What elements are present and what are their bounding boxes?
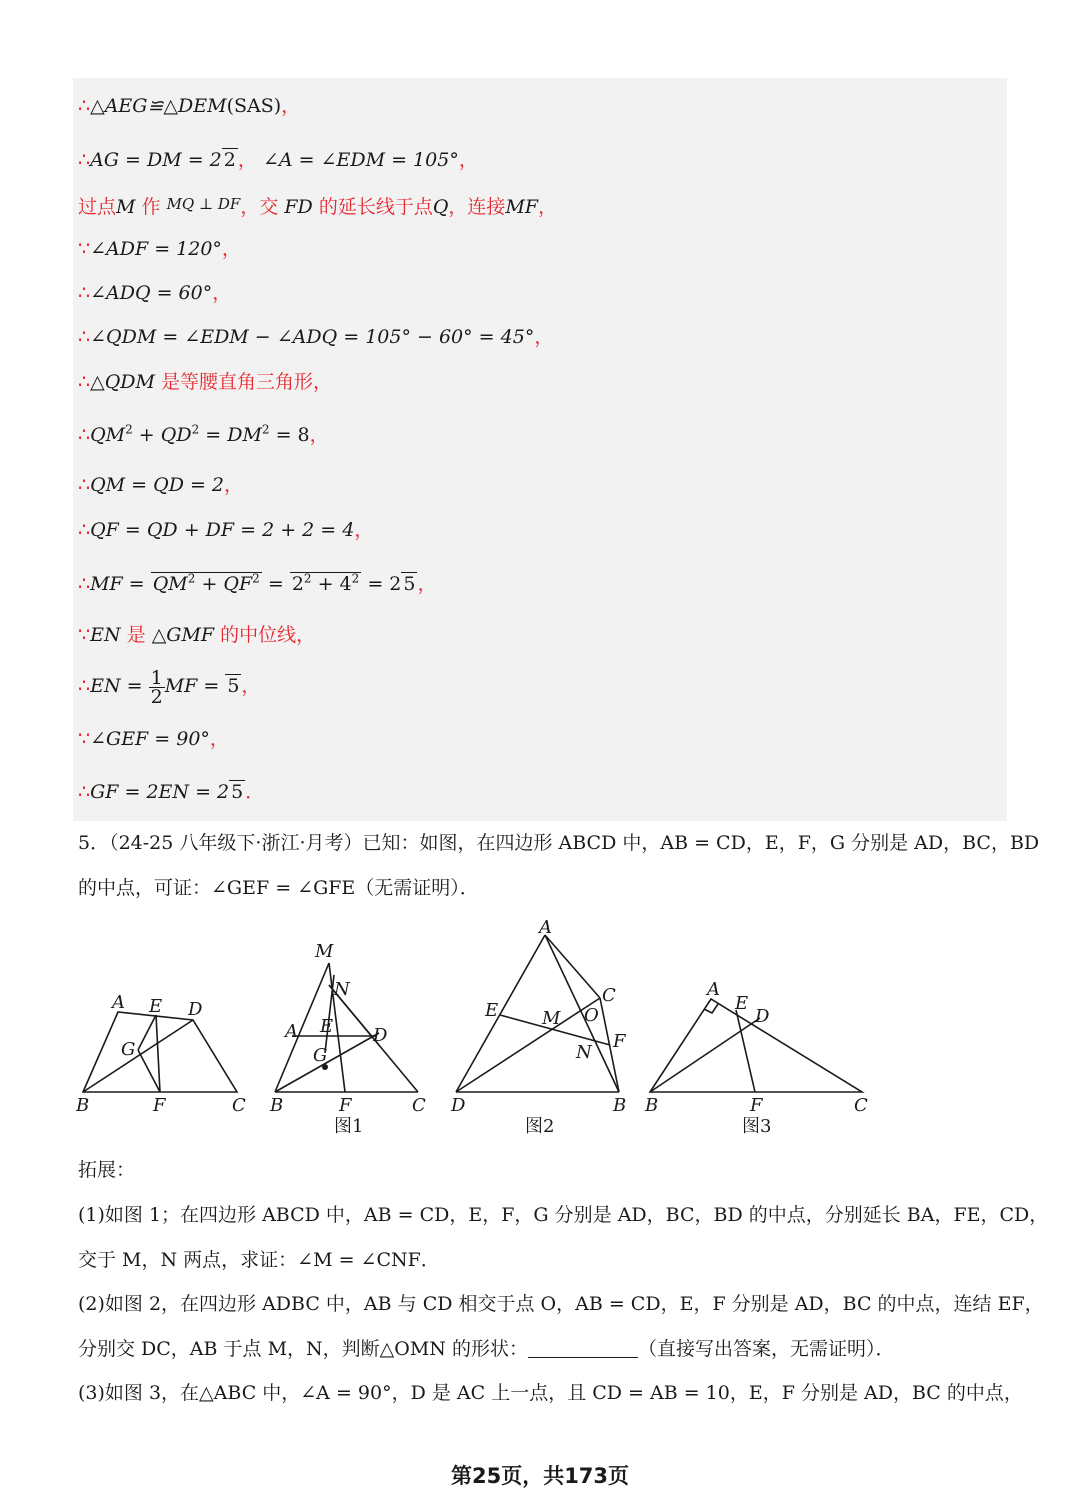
fig0-label-b: B bbox=[76, 1095, 90, 1116]
fig3-label-f: F bbox=[750, 1095, 763, 1116]
solution-line-2: ∴AG = DM = 2 2 ， ∠A = ∠EDM = 105°， bbox=[78, 149, 478, 171]
fig2-label-m: M bbox=[542, 1008, 561, 1029]
fig0-label-a: A bbox=[112, 992, 125, 1013]
fig1-label-d: D bbox=[373, 1025, 388, 1046]
fig2-label-b: B bbox=[613, 1095, 627, 1116]
fig2-label-e: E bbox=[485, 1000, 499, 1021]
answer-blank[interactable] bbox=[528, 1357, 638, 1358]
figure-0-labels bbox=[75, 992, 246, 1116]
figures bbox=[70, 915, 900, 1145]
question-1-line-1: (1)如图 1；在四边形 ABCD 中，AB = CD，E，F，G 分别是 AD，BC，BD 的中点，分别延长 BA，FE，CD， bbox=[78, 1204, 1049, 1226]
fig0-label-c: C bbox=[232, 1095, 246, 1116]
solution-line-15: ∴GF = 2EN = 2 5 ． bbox=[78, 781, 265, 803]
fig0-label-d: D bbox=[188, 999, 203, 1020]
solution-line-11: ∴MF = $QM^2 + QF^2 = 2^2 + 4^2 = 2$ 5 ， bbox=[78, 571, 437, 595]
fig3-label-c: C bbox=[854, 1095, 868, 1116]
problem-intro-line-2: 的中点，可证：∠GEF = ∠GFE（无需证明）． bbox=[78, 877, 479, 899]
fig1-label-g: G bbox=[313, 1045, 328, 1066]
fig2-label-f: F bbox=[613, 1031, 626, 1052]
question-3-line-1: (3)如图 3，在△ABC 中，∠A = 90°，D 是 AC 上一点，且 CD = AB = 10，E，F 分别是 AD，BC 的中点， bbox=[78, 1382, 1023, 1404]
solution-line-13: ∴EN = $\frac{1}{2}$ MF = 5 ， bbox=[78, 666, 261, 708]
solution-line-4: ∵∠ADF = 120°， bbox=[78, 238, 241, 260]
solution-box bbox=[73, 78, 1007, 821]
fig1-label-f: F bbox=[339, 1095, 352, 1116]
figure-1-labels bbox=[269, 941, 426, 1116]
fig3-label-e: E bbox=[735, 993, 749, 1014]
fig2-label-o: O bbox=[584, 1005, 599, 1026]
fig1-label-b: B bbox=[270, 1095, 284, 1116]
fig3-label-d: D bbox=[755, 1006, 770, 1027]
fig2-label-d: D bbox=[451, 1095, 466, 1116]
question-1-line-2: 交于 M，N 两点，求证：∠M = ∠CNF． bbox=[78, 1249, 440, 1271]
question-2-line-2: 分别交 DC，AB 于点 M，N，判断△OMN 的形状： （直接写出答案，无需证明）． bbox=[78, 1338, 895, 1360]
fig1-label-m: M bbox=[315, 941, 334, 962]
solution-line-14: ∵∠GEF = 90°， bbox=[78, 728, 229, 750]
fig0-label-f: F bbox=[153, 1095, 166, 1116]
figure-3-labels bbox=[644, 979, 868, 1116]
fig2-label-c: C bbox=[602, 985, 616, 1006]
fig3-label-b: B bbox=[645, 1095, 659, 1116]
solution-line-8: $\therefore QM^2 + QD^2 = DM^2 = 8$， bbox=[78, 422, 329, 446]
fig1-label-n: N bbox=[334, 979, 350, 1000]
fig2-caption: 图2 bbox=[525, 1116, 555, 1137]
page-footer: 第25页，共173页 bbox=[450, 1464, 630, 1488]
solution-line-7: ∴△QDM 是等腰直角三角形， bbox=[78, 371, 333, 393]
solution-line-6: ∴∠QDM = ∠EDM − ∠ADQ = 105° − 60° = 45°， bbox=[78, 326, 554, 348]
solution-line-5: ∴∠ADQ = 60°， bbox=[78, 282, 232, 304]
fig0-label-g: G bbox=[121, 1039, 136, 1060]
fig2-label-a: A bbox=[539, 917, 552, 938]
extension-heading: 拓展： bbox=[78, 1159, 136, 1181]
solution-line-3: 过点M 作 $^{MQ \perp DF}$，交 FD 的延长线于点Q，连接MF， bbox=[78, 195, 558, 218]
problem-intro-line-1: 5．（24-25 八年级下·浙江·月考）已知：如图，在四边形 ABCD 中，AB = CD，E，F，G 分别是 AD，BC，BD bbox=[78, 832, 1040, 854]
fig1-label-c: C bbox=[412, 1095, 426, 1116]
fig3-label-a: A bbox=[707, 979, 720, 1000]
fig1-label-e: E bbox=[320, 1016, 334, 1037]
solution-line-9: ∴QM = QD = 2， bbox=[78, 474, 244, 496]
question-2-line-1: (2)如图 2，在四边形 ADBC 中，AB 与 CD 相交于点 O，AB = CD，E，F 分别是 AD，BC 的中点，连结 EF， bbox=[78, 1293, 1044, 1315]
fig1-caption: 图1 bbox=[334, 1116, 364, 1137]
solution-line-10: ∴QF = QD + DF = 2 + 2 = 4， bbox=[78, 519, 374, 541]
fig1-label-a: A bbox=[285, 1021, 298, 1042]
figure-0 bbox=[83, 1012, 237, 1092]
solution-line-1: ∴△AEG≌△DEM(SAS)， bbox=[78, 95, 301, 117]
fig2-label-n: N bbox=[576, 1042, 592, 1063]
fig0-label-e: E bbox=[149, 996, 163, 1017]
fig3-caption: 图3 bbox=[742, 1116, 772, 1137]
solution-line-12: ∵EN 是 △GMF 的中位线， bbox=[78, 624, 316, 646]
